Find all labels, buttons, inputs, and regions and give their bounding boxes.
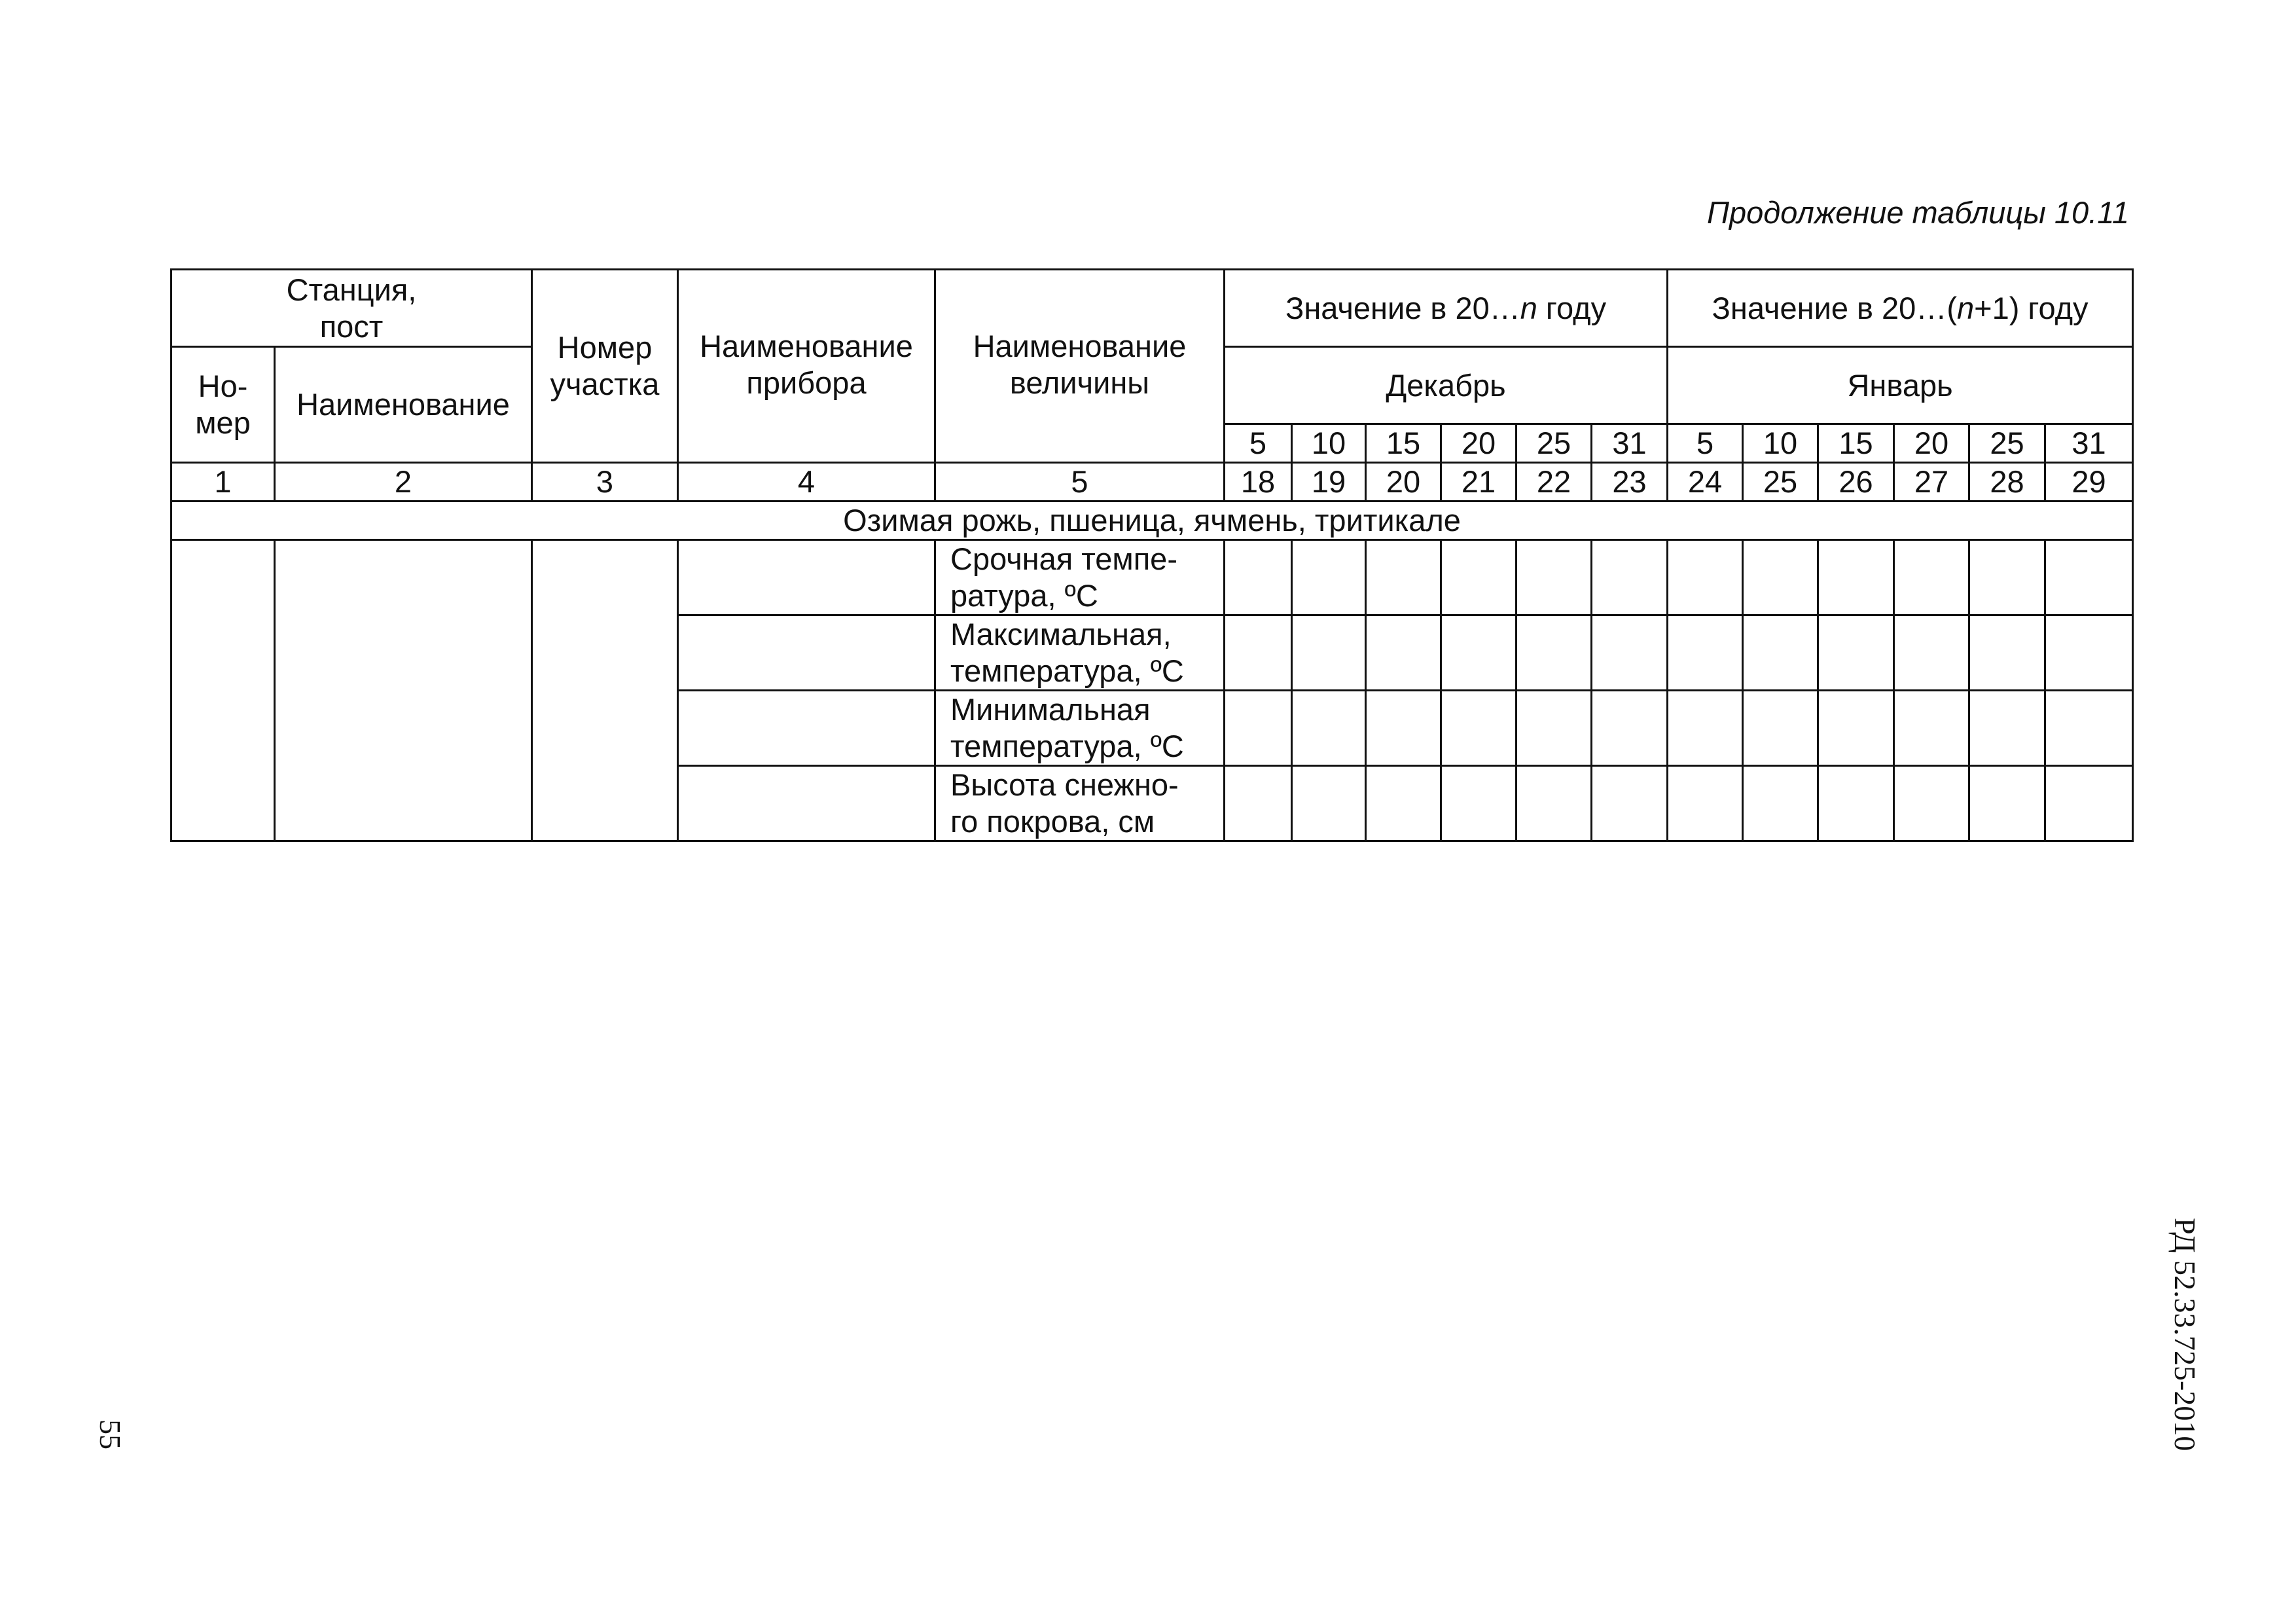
value-cell — [1441, 540, 1516, 615]
value-cell — [1969, 691, 2045, 766]
header-year-n-suffix: году — [1537, 290, 1607, 325]
cell-plot-number — [532, 540, 678, 841]
value-cell — [1743, 615, 1818, 691]
jan-day: 10 — [1743, 424, 1818, 463]
header-number-line-2: мер — [195, 405, 251, 440]
value-cell — [1894, 691, 1969, 766]
value-cell — [1441, 691, 1516, 766]
header-quantity-line-1: Наименование — [973, 329, 1187, 363]
value-cell — [1225, 766, 1292, 841]
value-cell — [1292, 766, 1366, 841]
value-cell — [1592, 540, 1668, 615]
section-title: Озимая рожь, пшеница, ячмень, тритикале — [171, 501, 2133, 540]
cell-quantity — [935, 766, 1225, 841]
document-code: РД 52.33.725-2010 — [2168, 1218, 2202, 1451]
table-caption: Продолжение таблицы 10.11 — [1706, 195, 2129, 230]
jan-day: 25 — [1969, 424, 2045, 463]
column-number: 24 — [1668, 463, 1743, 501]
value-cell — [1969, 766, 2045, 841]
value-cell — [2045, 766, 2133, 841]
cell-station-name — [275, 540, 532, 841]
jan-day: 15 — [1818, 424, 1894, 463]
column-number: 4 — [678, 463, 935, 501]
value-cell — [1225, 615, 1292, 691]
dec-day: 15 — [1366, 424, 1441, 463]
value-cell — [1743, 766, 1818, 841]
value-cell — [1592, 615, 1668, 691]
column-number: 25 — [1743, 463, 1818, 501]
cell-quantity — [935, 691, 1225, 766]
value-cell — [1818, 615, 1894, 691]
cell-quantity — [935, 540, 1225, 615]
header-year-n — [1225, 270, 1668, 347]
quantity-line-2: температура, ºC — [950, 729, 1184, 763]
value-cell — [1969, 615, 2045, 691]
dec-day: 25 — [1516, 424, 1592, 463]
value-cell — [1894, 540, 1969, 615]
header-station-line-1: Станция, — [286, 272, 417, 307]
header-plot-line-1: Номер — [557, 330, 653, 365]
header-device-line-2: прибора — [746, 365, 867, 400]
header-plot-number — [532, 270, 678, 463]
value-cell — [1366, 691, 1441, 766]
header-station-name: Наименование — [275, 347, 532, 463]
header-device-line-1: Наименование — [700, 329, 913, 363]
value-cell — [1516, 540, 1592, 615]
header-year-n-var: n — [1520, 290, 1537, 325]
value-cell — [1366, 540, 1441, 615]
value-cell — [1225, 691, 1292, 766]
dec-day: 5 — [1225, 424, 1292, 463]
value-cell — [1516, 615, 1592, 691]
column-numbers-row — [171, 463, 2133, 501]
value-cell — [1366, 766, 1441, 841]
column-number: 27 — [1894, 463, 1969, 501]
data-table — [170, 268, 2134, 842]
header-year-n1-var: n — [1956, 290, 1975, 325]
value-cell — [1292, 540, 1366, 615]
value-cell — [1441, 766, 1516, 841]
value-cell — [1969, 540, 2045, 615]
value-cell — [1225, 540, 1292, 615]
column-number: 28 — [1969, 463, 2045, 501]
cell-device — [678, 540, 935, 615]
column-number: 26 — [1818, 463, 1894, 501]
cell-quantity — [935, 615, 1225, 691]
header-plot-line-2: участка — [550, 367, 660, 401]
section-row — [171, 501, 2133, 540]
header-year-n-prefix: Значение в 20… — [1285, 290, 1520, 325]
header-december: Декабрь — [1225, 347, 1668, 424]
column-number: 21 — [1441, 463, 1516, 501]
header-quantity-line-2: величины — [1009, 365, 1150, 400]
dec-day: 20 — [1441, 424, 1516, 463]
quantity-line-2: ратура, ºC — [950, 578, 1098, 613]
column-number: 23 — [1592, 463, 1668, 501]
header-number-line-1: Но- — [198, 369, 248, 403]
column-number: 1 — [171, 463, 275, 501]
header-row-1 — [171, 270, 2133, 347]
column-number: 2 — [275, 463, 532, 501]
value-cell — [1818, 540, 1894, 615]
value-cell — [1743, 540, 1818, 615]
value-cell — [1818, 766, 1894, 841]
header-year-n1-suffix: +1) году — [1974, 290, 2089, 325]
cell-device — [678, 691, 935, 766]
column-number: 3 — [532, 463, 678, 501]
value-cell — [1668, 691, 1743, 766]
value-cell — [1668, 766, 1743, 841]
header-station-number — [171, 347, 275, 463]
quantity-line-2: температура, ºC — [950, 653, 1184, 688]
quantity-line-1: Максимальная, — [950, 617, 1172, 651]
column-number: 29 — [2045, 463, 2133, 501]
page-number: 55 — [94, 1419, 127, 1450]
value-cell — [1292, 615, 1366, 691]
header-january: Январь — [1668, 347, 2133, 424]
cell-station-number — [171, 540, 275, 841]
quantity-line-1: Высота снежно- — [950, 767, 1179, 802]
column-number: 19 — [1292, 463, 1366, 501]
jan-day: 5 — [1668, 424, 1743, 463]
cell-device — [678, 766, 935, 841]
header-station-group — [171, 270, 532, 347]
value-cell — [1441, 615, 1516, 691]
value-cell — [2045, 691, 2133, 766]
column-number: 18 — [1225, 463, 1292, 501]
cell-device — [678, 615, 935, 691]
value-cell — [1894, 766, 1969, 841]
dec-day: 31 — [1592, 424, 1668, 463]
table-row — [171, 540, 2133, 615]
header-quantity-name — [935, 270, 1225, 463]
value-cell — [1592, 766, 1668, 841]
value-cell — [1668, 615, 1743, 691]
column-number: 20 — [1366, 463, 1441, 501]
value-cell — [2045, 615, 2133, 691]
jan-day: 31 — [2045, 424, 2133, 463]
value-cell — [1818, 691, 1894, 766]
header-station-line-2: пост — [319, 308, 384, 344]
jan-day: 20 — [1894, 424, 1969, 463]
value-cell — [2045, 540, 2133, 615]
dec-day: 10 — [1292, 424, 1366, 463]
header-year-n1 — [1668, 270, 2133, 347]
value-cell — [1592, 691, 1668, 766]
quantity-line-1: Срочная темпе- — [950, 541, 1177, 576]
value-cell — [1894, 615, 1969, 691]
column-number: 22 — [1516, 463, 1592, 501]
value-cell — [1366, 615, 1441, 691]
value-cell — [1668, 540, 1743, 615]
value-cell — [1516, 766, 1592, 841]
value-cell — [1743, 691, 1818, 766]
header-year-n1-prefix: Значение в 20…( — [1712, 290, 1957, 325]
quantity-line-2: го покрова, см — [950, 804, 1155, 839]
value-cell — [1292, 691, 1366, 766]
column-number: 5 — [935, 463, 1225, 501]
header-device-name — [678, 270, 935, 463]
value-cell — [1516, 691, 1592, 766]
quantity-line-1: Минимальная — [950, 692, 1151, 727]
